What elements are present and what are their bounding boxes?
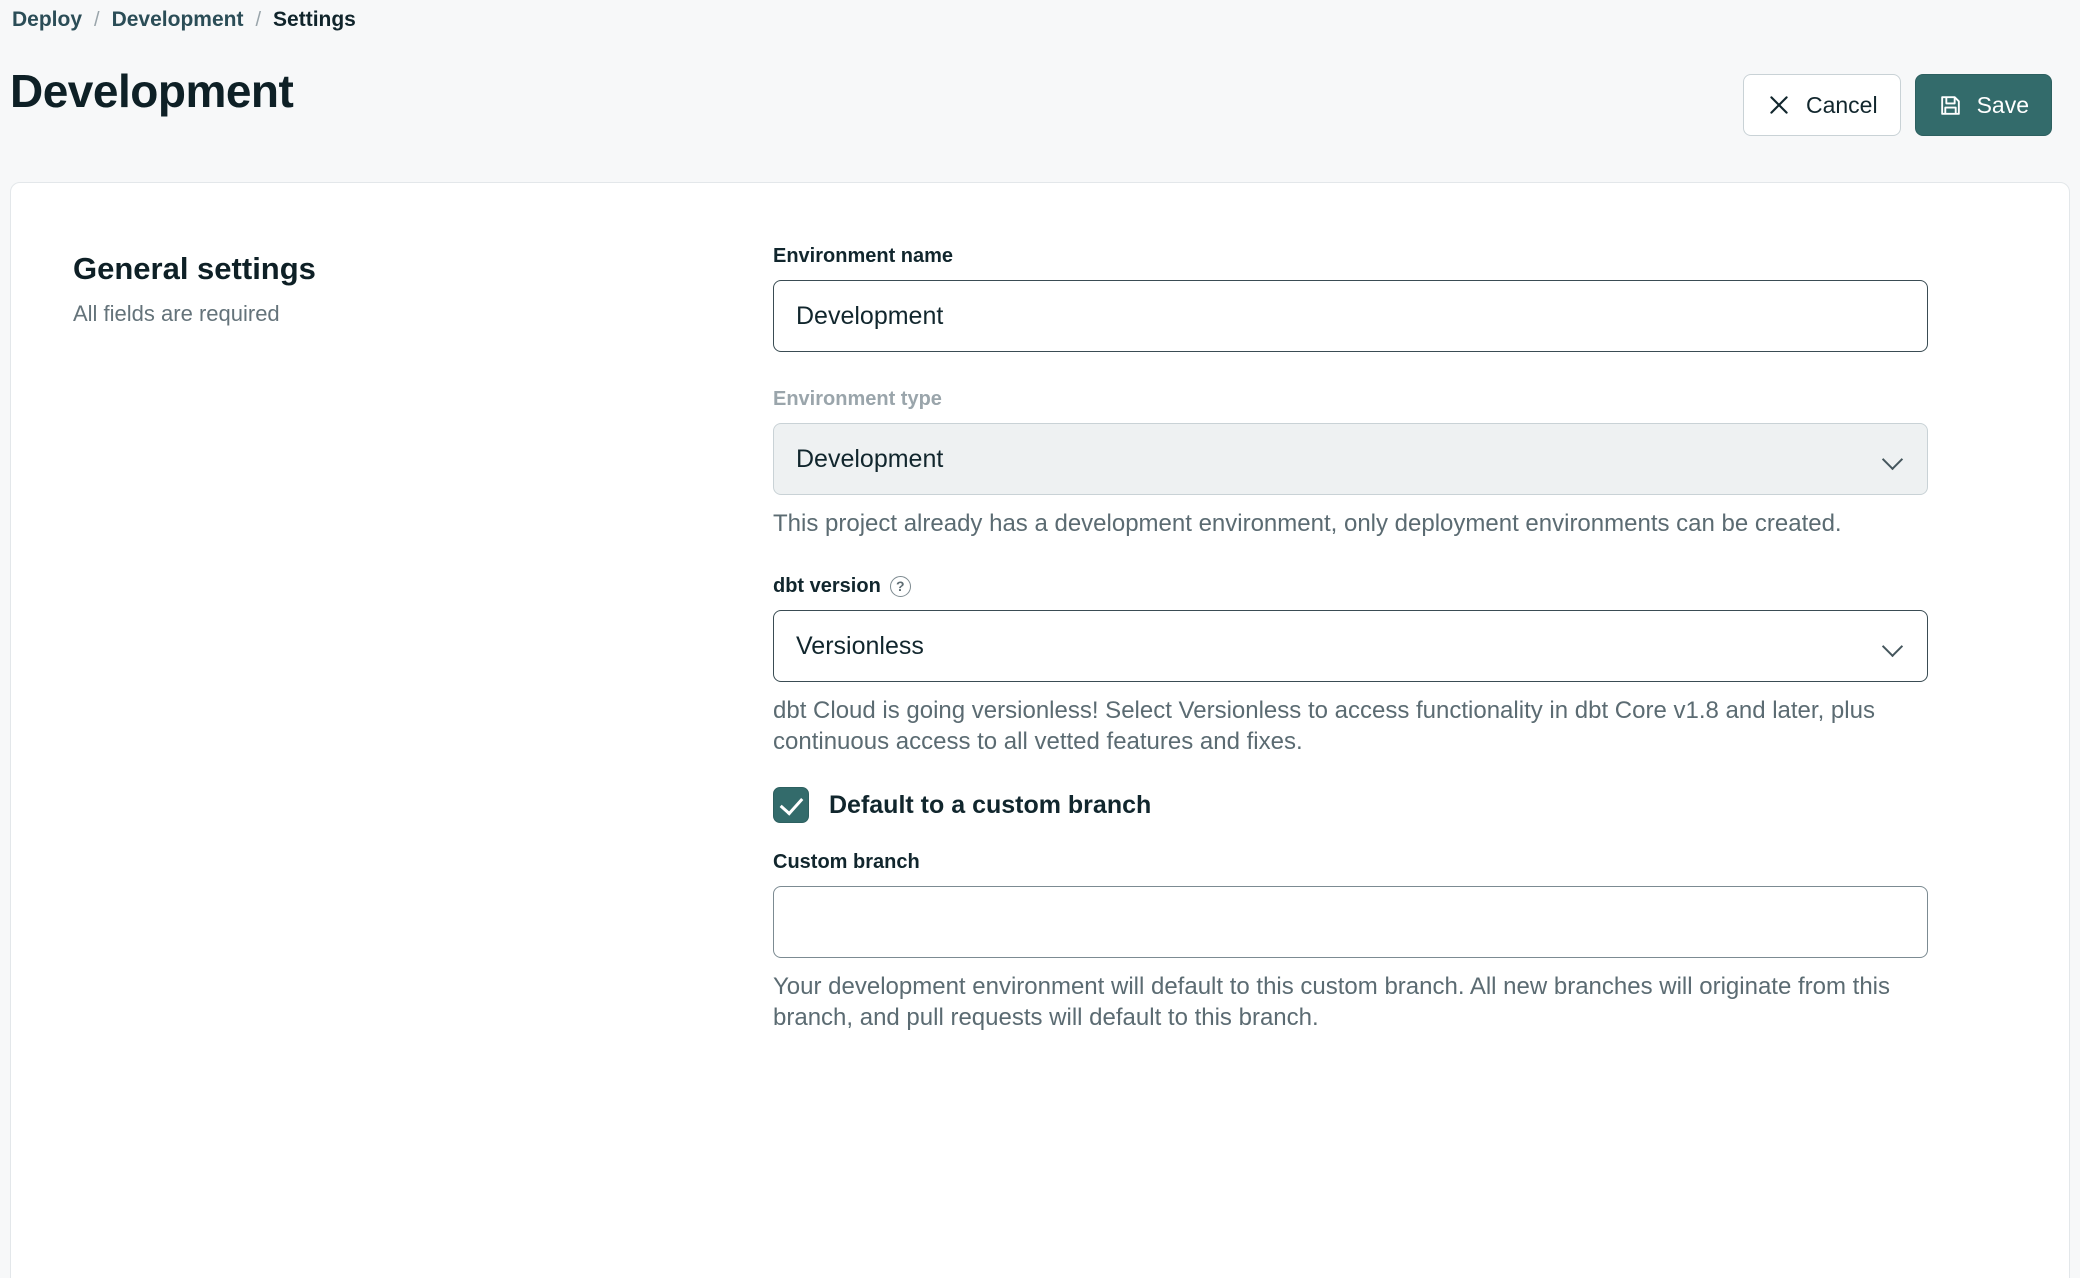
custom-branch-field [773,851,1928,1033]
settings-form [773,245,1928,1043]
cancel-button[interactable] [1743,74,1901,136]
breadcrumb [10,8,358,32]
page-header [0,60,2080,150]
environment-name-field [773,245,1928,352]
general-settings-section [73,251,693,327]
default-custom-branch-label: Default to a custom branch [829,790,1152,819]
environment-type-select[interactable] [773,423,1928,495]
custom-branch-label: Custom branch [773,851,920,874]
dbt-version-hint: dbt Cloud is going versionless! Select Versionless to access functionality in dbt Core v1.8 and later, plus continuous access to all vetted features and fixes. [773,697,1875,755]
general-settings-subtitle: All fields are required [73,301,280,326]
dbt-version-label-text: dbt version [773,575,881,598]
save-disk-icon [1938,93,1963,118]
settings-card-inner [11,183,2069,1278]
breadcrumb-separator: / [94,8,100,31]
default-custom-branch-checkbox[interactable] [773,787,809,823]
close-icon [1766,92,1792,118]
environment-name-input[interactable]: Development [773,280,1928,352]
breadcrumb-item-deploy[interactable]: Deploy [12,8,83,31]
environment-type-field [773,388,1928,539]
cancel-button-label: Cancel [1805,91,1878,118]
page-title: Development [10,65,294,117]
dbt-version-field [773,575,1928,757]
custom-branch-input[interactable] [773,886,1928,958]
chevron-down-icon [1883,448,1905,470]
default-custom-branch-row[interactable] [773,787,1928,823]
settings-card [10,182,2070,1278]
dbt-version-label [773,575,1928,598]
dbt-version-value: Versionless [796,631,924,660]
chevron-down-icon [1883,635,1905,657]
breadcrumb-item-development[interactable]: Development [111,8,244,31]
save-button-label: Save [1976,91,2029,118]
header-actions [1743,74,2052,136]
environment-type-value: Development [796,444,944,473]
environment-type-label: Environment type [773,388,942,410]
save-button[interactable] [1915,74,2052,136]
environment-name-label: Environment name [773,245,954,267]
general-settings-title: General settings [73,251,316,286]
environment-type-hint: This project already has a development environment, only deployment environments can be created. [773,510,1842,537]
help-circle-icon[interactable]: ? [890,576,911,597]
custom-branch-hint: Your development environment will default to this custom branch. All new branches will originate from this branch, and pull requests will default to this branch. [773,973,1891,1031]
breadcrumb-separator: / [255,8,262,31]
breadcrumb-item-settings: Settings [273,8,356,31]
dbt-version-select[interactable] [773,610,1928,682]
